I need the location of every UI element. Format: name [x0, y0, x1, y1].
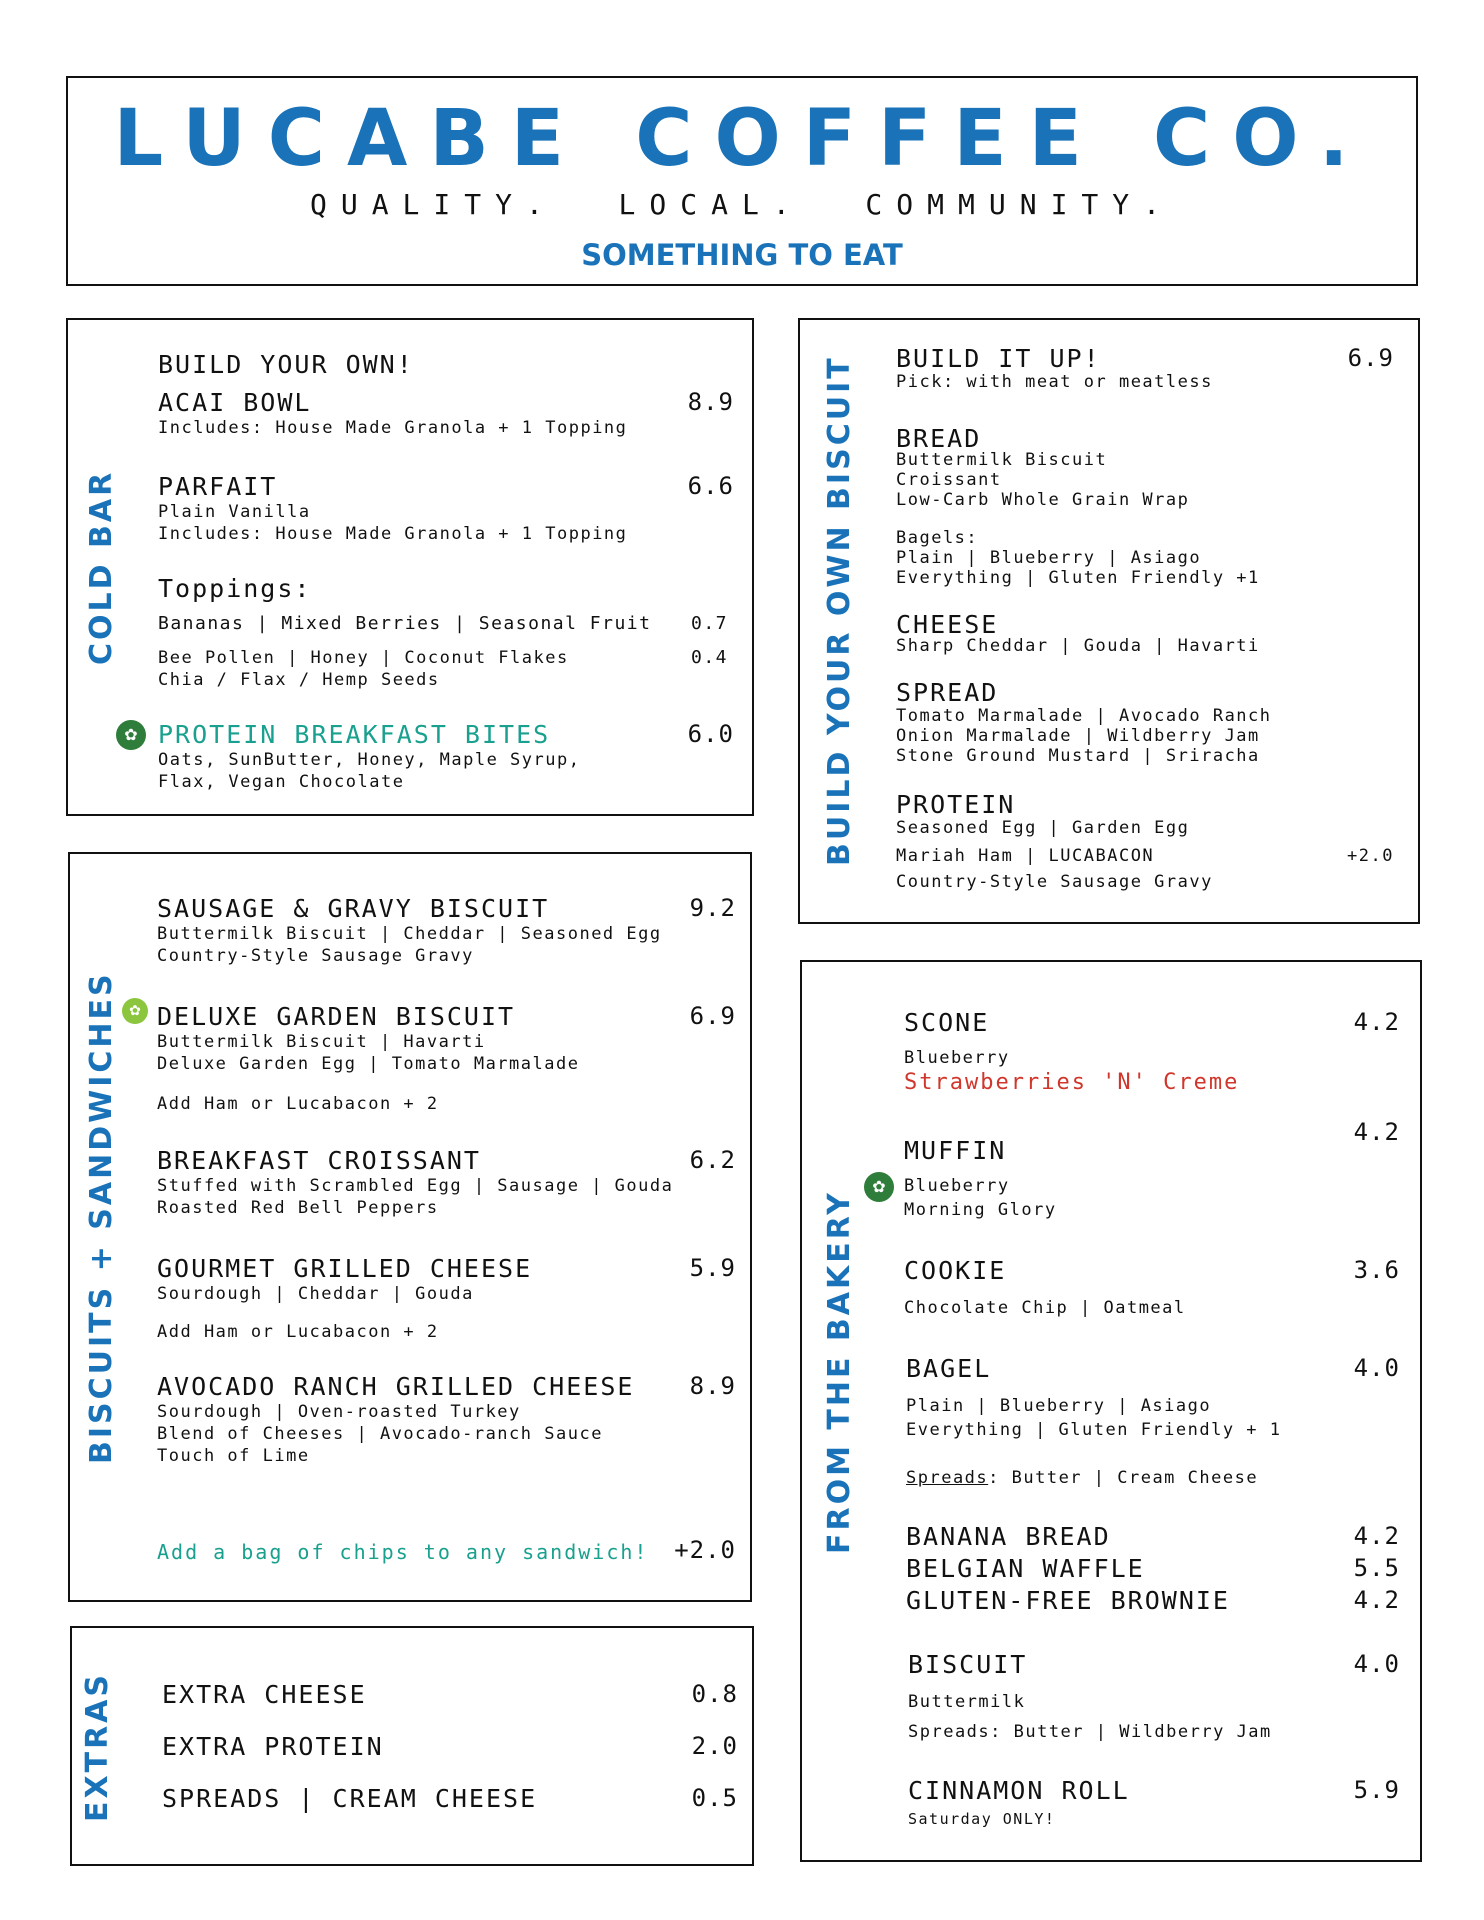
scone-name: SCONE — [904, 1008, 990, 1037]
bread-line-6: Everything | Gluten Friendly +1 — [896, 568, 1260, 588]
spreads-cream-cheese-name: SPREADS | CREAM CHEESE — [162, 1784, 538, 1813]
vegan-leaf-icon: ✿ — [116, 720, 146, 750]
scone-line-1: Blueberry — [904, 1048, 1010, 1068]
grilled-cheese-desc: Sourdough | Cheddar | Gouda — [157, 1284, 474, 1304]
spread-line-1: Tomato Marmalade | Avocado Ranch — [896, 706, 1272, 726]
byob-price: 6.9 — [1347, 344, 1394, 372]
toppings-row-1-price: 0.7 — [690, 613, 728, 634]
bread-line-2: Croissant — [896, 470, 1002, 490]
croissant-name: BREAKFAST CROISSANT — [157, 1146, 481, 1175]
bakery-label: FROM THE BAKERY — [822, 1190, 857, 1554]
bread-line-4: Bagels: — [896, 528, 979, 548]
bagel-line-1: Plain | Blueberry | Asiago — [906, 1396, 1212, 1416]
bagel-line-2: Everything | Gluten Friendly + 1 — [906, 1420, 1282, 1440]
scone-line-2: Strawberries 'N' Creme — [904, 1070, 1240, 1095]
sausage-biscuit-price: 9.2 — [689, 894, 736, 922]
extras-label: EXTRAS — [80, 1671, 115, 1822]
chips-price: +2.0 — [674, 1536, 736, 1564]
croissant-price: 6.2 — [689, 1146, 736, 1174]
bagel-spreads-label: Spreads — [906, 1468, 989, 1488]
protein-line-2: Mariah Ham | LUCABACON — [896, 846, 1155, 866]
bagel-spreads — [906, 1468, 1258, 1488]
menu-subtitle: SOMETHING TO EAT — [581, 238, 903, 272]
toppings-row-2a: Bee Pollen | Honey | Coconut Flakes — [158, 648, 569, 668]
acai-bowl-price: 8.9 — [687, 388, 734, 416]
vegetarian-leaf-icon: ✿ — [122, 998, 148, 1024]
cold-bar-heading: BUILD YOUR OWN! — [158, 350, 414, 379]
banana-bread-name: BANANA BREAD — [906, 1522, 1111, 1551]
biscuit-line-1: Buttermilk — [908, 1692, 1026, 1712]
muffin-line-2: Morning Glory — [904, 1200, 1057, 1220]
grilled-cheese-addon: Add Ham or Lucabacon + 2 — [157, 1322, 439, 1342]
cinnamon-roll-price: 5.9 — [1353, 1776, 1400, 1804]
bread-title: BREAD — [896, 424, 982, 453]
vegan-leaf-icon: ✿ — [864, 1172, 894, 1202]
sausage-biscuit-desc-1: Buttermilk Biscuit | Cheddar | Seasoned Egg — [157, 924, 662, 944]
muffin-name: MUFFIN — [904, 1136, 1007, 1165]
protein-bites-desc-1: Oats, SunButter, Honey, Maple Syrup, — [158, 750, 581, 770]
bagel-name: BAGEL — [906, 1354, 992, 1383]
brownie-price: 4.2 — [1353, 1586, 1400, 1614]
protein-bites-price: 6.0 — [687, 720, 734, 748]
header-box — [66, 76, 1418, 286]
protein-line-1: Seasoned Egg | Garden Egg — [896, 818, 1190, 838]
bread-line-5: Plain | Blueberry | Asiago — [896, 548, 1202, 568]
grilled-cheese-price: 5.9 — [689, 1254, 736, 1282]
extras-section — [70, 1626, 754, 1866]
protein-line-2-price: +2.0 — [1347, 846, 1394, 866]
protein-bites-name: PROTEIN BREAKFAST BITES — [158, 720, 551, 749]
acai-bowl-name: ACAI BOWL — [158, 388, 312, 417]
acai-bowl-desc: Includes: House Made Granola + 1 Topping — [158, 418, 628, 438]
parfait-price: 6.6 — [687, 472, 734, 500]
deluxe-garden-price: 6.9 — [689, 1002, 736, 1030]
banana-bread-price: 4.2 — [1353, 1522, 1400, 1550]
croissant-desc-2: Roasted Red Bell Peppers — [157, 1198, 439, 1218]
toppings-row-1: Bananas | Mixed Berries | Seasonal Fruit — [158, 613, 652, 634]
brand-title: LUCABE COFFEE CO. — [113, 94, 1371, 184]
avocado-ranch-desc-3: Touch of Lime — [157, 1446, 310, 1466]
biscuits-section — [68, 852, 752, 1602]
biscuits-label: BISCUITS + SANDWICHES — [84, 971, 119, 1464]
avocado-ranch-desc-1: Sourdough | Oven-roasted Turkey — [157, 1402, 521, 1422]
toppings-row-2-price: 0.4 — [690, 647, 728, 668]
byob-pick: Pick: with meat or meatless — [896, 372, 1213, 392]
cheese-line-1: Sharp Cheddar | Gouda | Havarti — [896, 636, 1260, 656]
parfait-desc-2: Includes: House Made Granola + 1 Topping — [158, 524, 628, 544]
belgian-waffle-price: 5.5 — [1353, 1554, 1400, 1582]
parfait-desc-1: Plain Vanilla — [158, 502, 311, 522]
avocado-ranch-desc-2: Blend of Cheeses | Avocado-ranch Sauce — [157, 1424, 603, 1444]
toppings-heading: Toppings: — [158, 574, 312, 603]
biscuit-name: BISCUIT — [908, 1650, 1028, 1679]
scone-price: 4.2 — [1353, 1008, 1400, 1036]
bread-line-3: Low-Carb Whole Grain Wrap — [896, 490, 1190, 510]
deluxe-garden-desc-2: Deluxe Garden Egg | Tomato Marmalade — [157, 1054, 580, 1074]
spreads-cream-cheese-price: 0.5 — [691, 1784, 738, 1812]
byob-label: BUILD YOUR OWN BISCUIT — [822, 355, 857, 866]
protein-line-3: Country-Style Sausage Gravy — [896, 872, 1213, 892]
extra-cheese-price: 0.8 — [691, 1680, 738, 1708]
deluxe-garden-name: DELUXE GARDEN BISCUIT — [157, 1002, 516, 1031]
cheese-title: CHEESE — [896, 610, 999, 639]
deluxe-garden-desc-1: Buttermilk Biscuit | Havarti — [157, 1032, 486, 1052]
cinnamon-roll-name: CINNAMON ROLL — [908, 1776, 1130, 1805]
muffin-line-1: Blueberry — [904, 1176, 1010, 1196]
extra-protein-name: EXTRA PROTEIN — [162, 1732, 384, 1761]
cold-bar-section — [66, 318, 754, 816]
byob-heading: BUILD IT UP! — [896, 344, 1101, 373]
biscuit-price: 4.0 — [1353, 1650, 1400, 1678]
brownie-name: GLUTEN-FREE BROWNIE — [906, 1586, 1230, 1615]
croissant-desc-1: Stuffed with Scrambled Egg | Sausage | Gouda — [157, 1176, 674, 1196]
cinnamon-roll-note: Saturday ONLY! — [908, 1810, 1056, 1828]
chips-promo: Add a bag of chips to any sandwich! — [157, 1540, 649, 1564]
avocado-ranch-name: AVOCADO RANCH GRILLED CHEESE — [157, 1372, 635, 1401]
cookie-price: 3.6 — [1353, 1256, 1400, 1284]
cookie-name: COOKIE — [904, 1256, 1007, 1285]
grilled-cheese-name: GOURMET GRILLED CHEESE — [157, 1254, 533, 1283]
cookie-line-1: Chocolate Chip | Oatmeal — [904, 1298, 1186, 1318]
tagline: QUALITY. LOCAL. COMMUNITY. — [309, 188, 1174, 221]
bread-line-1: Buttermilk Biscuit — [896, 450, 1108, 470]
byob-section — [798, 318, 1420, 924]
spread-line-2: Onion Marmalade | Wildberry Jam — [896, 726, 1260, 746]
parfait-name: PARFAIT — [158, 472, 278, 501]
sausage-biscuit-name: SAUSAGE & GRAVY BISCUIT — [157, 894, 550, 923]
cold-bar-label: COLD BAR — [84, 469, 119, 665]
belgian-waffle-name: BELGIAN WAFFLE — [906, 1554, 1145, 1583]
spread-line-3: Stone Ground Mustard | Sriracha — [896, 746, 1260, 766]
bagel-price: 4.0 — [1353, 1354, 1400, 1382]
protein-bites-desc-2: Flax, Vegan Chocolate — [158, 772, 405, 792]
extra-protein-price: 2.0 — [691, 1732, 738, 1760]
bakery-section — [800, 960, 1422, 1862]
bagel-spreads-list: : Butter | Cream Cheese — [988, 1468, 1259, 1488]
spread-title: SPREAD — [896, 678, 999, 707]
toppings-row-2b: Chia / Flax / Hemp Seeds — [158, 670, 440, 690]
extra-cheese-name: EXTRA CHEESE — [162, 1680, 367, 1709]
deluxe-garden-addon: Add Ham or Lucabacon + 2 — [157, 1094, 439, 1114]
muffin-price: 4.2 — [1353, 1118, 1400, 1146]
sausage-biscuit-desc-2: Country-Style Sausage Gravy — [157, 946, 474, 966]
protein-title: PROTEIN — [896, 790, 1016, 819]
avocado-ranch-price: 8.9 — [689, 1372, 736, 1400]
biscuit-line-2: Spreads: Butter | Wildberry Jam — [908, 1722, 1272, 1742]
